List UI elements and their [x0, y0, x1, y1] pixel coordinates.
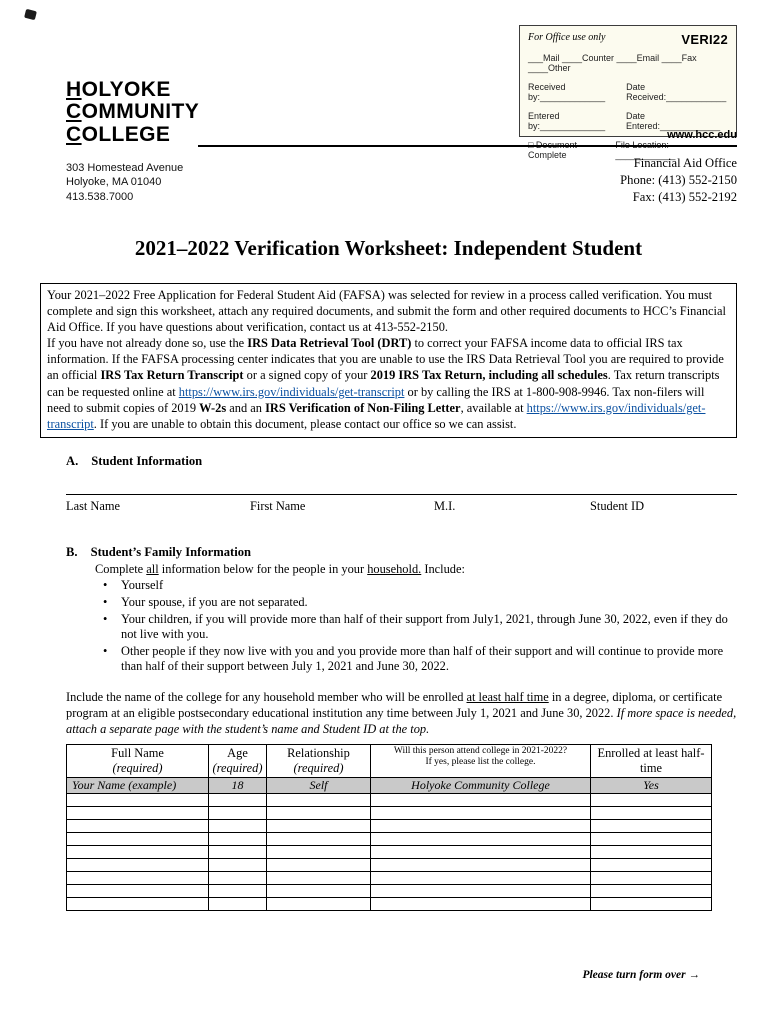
household-blank-cell — [209, 820, 267, 833]
section-b-title: Student’s Family Information — [90, 544, 252, 559]
section-b-heading — [66, 545, 737, 560]
household-table — [66, 744, 712, 911]
household-blank-row — [67, 859, 712, 872]
household-blank-cell — [371, 794, 591, 807]
household-blank-cell — [267, 859, 371, 872]
household-blank-cell — [67, 846, 209, 859]
list-item: • Other people if they now live with you and you provide more than half of their support and will continue to provide more than half of their support between July 1, 2021 and June 30, 2022. — [100, 644, 737, 675]
office-use-box — [519, 25, 737, 160]
household-blank-cell — [67, 794, 209, 807]
col-header-enrolled: Enrolled at least half-time — [591, 745, 712, 778]
household-blank-cell — [267, 794, 371, 807]
col-header-college: Will this person attend college in 2021-2022? If yes, please list the college. — [371, 745, 591, 778]
student-info-write-line — [66, 471, 737, 495]
financial-aid-contact — [620, 155, 737, 206]
section-b-letter: B. — [66, 544, 78, 559]
contact-phone: Phone: (413) 552-2150 — [620, 173, 737, 187]
col-header-relationship: Relationship (required) — [267, 745, 371, 778]
office-file-location: File Location: ____________ — [615, 140, 676, 160]
household-blank-cell — [209, 833, 267, 846]
household-blank-cell — [591, 807, 712, 820]
label-middle-initial: M.I. — [434, 498, 456, 513]
household-blank-cell — [209, 859, 267, 872]
turn-form-over-note: Please turn form over → — [582, 969, 700, 981]
logo-line-college: COLLEGE — [66, 122, 171, 146]
household-blank-cell — [591, 859, 712, 872]
household-blank-cell — [371, 833, 591, 846]
household-blank-cell — [371, 807, 591, 820]
contact-office: Financial Aid Office — [633, 156, 737, 170]
contact-fax: Fax: (413) 552-2192 — [632, 190, 737, 204]
household-blank-cell — [267, 807, 371, 820]
example-relationship: Self — [267, 778, 371, 794]
address-street: 303 Homestead Avenue — [66, 162, 184, 174]
household-blank-cell — [267, 820, 371, 833]
household-blank-cell — [67, 820, 209, 833]
office-use-label: For Office use only — [528, 32, 606, 43]
household-blank-cell — [591, 885, 712, 898]
household-blank-cell — [67, 898, 209, 911]
logo-line-holyoke: HOLYOKE — [66, 78, 171, 101]
example-name: Your Name (example) — [67, 778, 209, 794]
section-b-body — [95, 562, 737, 675]
household-blank-cell — [209, 885, 267, 898]
col-header-full-name: Full Name (required) — [67, 745, 209, 778]
household-blank-row — [67, 885, 712, 898]
logo-line-community: COMMUNITY — [66, 100, 200, 124]
household-blank-cell — [209, 872, 267, 885]
irs-get-transcript-link[interactable]: https://www.irs.gov/individuals/get-transcript — [178, 384, 405, 399]
list-item: • Your spouse, if you are not separated. — [100, 595, 737, 611]
household-blank-cell — [371, 820, 591, 833]
address-phone: 413.538.7000 — [66, 190, 134, 203]
household-blank-cell — [209, 807, 267, 820]
example-college: Holyoke Community College — [371, 778, 591, 794]
household-blank-cell — [371, 885, 591, 898]
household-blank-cell — [67, 807, 209, 820]
scan-artifact — [24, 9, 37, 20]
student-info-labels — [66, 497, 737, 515]
college-website: www.hcc.edu — [667, 129, 737, 141]
list-item: • Yourself — [100, 578, 737, 594]
form-body — [40, 230, 737, 911]
col-header-age: Age (required) — [209, 745, 267, 778]
example-enrolled: Yes — [591, 778, 712, 794]
household-blank-cell — [67, 833, 209, 846]
office-entered-by: Entered by:_____________ — [528, 111, 606, 131]
example-age: 18 — [209, 778, 267, 794]
intro-paragraph-1: Your 2021–2022 Free Application for Federal Student Aid (FAFSA) was selected for review in a process called verification. You must complete and sign this worksheet, attach any required documents, and submit the form and other required documents to HCC’s Financial Aid Office. If you have questions about verification, contact us at 413-552-2150. — [47, 288, 726, 335]
section-family-information — [66, 545, 737, 675]
label-first-name: First Name — [250, 498, 306, 513]
list-item: • Your children, if you will provide more than half of their support from July1, 2021, through June 30, 2022, even if they do not live with you. — [100, 612, 737, 643]
household-blank-cell — [267, 846, 371, 859]
household-member-list — [95, 578, 737, 675]
household-blank-cell — [371, 898, 591, 911]
irs-get-transcript-link-2[interactable]: https://www.irs.gov/individuals/get-transcript — [47, 400, 706, 431]
address-city: Holyoke, MA 01040 — [66, 176, 162, 189]
household-blank-cell — [371, 872, 591, 885]
household-header-row — [67, 745, 712, 778]
intro-paragraph-2: If you have not already done so, use the IRS Data Retrieval Tool (DRT) to correct your FAFSA income data to official IRS tax information. If the FAFSA processing center indicates that you are unable to use the IRS Data Retrieval Tool you are required to provide an official IRS Tax Return Transcript or a signed copy of your 2019 IRS Tax Return, including all schedules. Tax return transcripts can be requested online at https://www.irs.gov/individuals/get-transcript or by calling the IRS at 1-800-908-9946. Tax non-filers will need to submit copies of 2019 W-2s and an IRS Verification of Non-Filing Letter, available at https://www.irs.gov/individuals/get-transcript. If you are unable to obtain this document, please contact our office so we can assist. — [47, 336, 724, 431]
verification-intro-box — [40, 283, 737, 438]
office-received-by: Received by:_____________ — [528, 82, 606, 102]
office-intake-channels: ___Mail ____Counter ____Email ____Fax ____Other — [528, 53, 697, 73]
college-enrollment-paragraph: Include the name of the college for any household member who will be enrolled at least half time in a degree, diploma, or certificate program at an eligible postsecondary educational institution any time between July 1, 2021 and June 30, 2022. If more space is needed, attach a separate page with the student’s name and Student ID at the top. — [66, 690, 737, 736]
header-rule — [198, 145, 737, 147]
section-a-title: Student Information — [91, 453, 203, 468]
household-blank-row — [67, 846, 712, 859]
household-blank-cell — [591, 872, 712, 885]
household-blank-cell — [371, 859, 591, 872]
household-blank-cell — [267, 885, 371, 898]
section-a-letter: A. — [66, 453, 79, 468]
label-last-name: Last Name — [66, 498, 121, 513]
office-date-entered: Date Entered:____________ — [626, 111, 721, 131]
household-blank-cell — [209, 898, 267, 911]
household-blank-cell — [67, 859, 209, 872]
household-blank-cell — [591, 846, 712, 859]
household-blank-cell — [267, 833, 371, 846]
label-student-id: Student ID — [590, 498, 645, 513]
household-blank-cell — [209, 846, 267, 859]
household-blank-row — [67, 807, 712, 820]
household-blank-row — [67, 872, 712, 885]
household-blank-row — [67, 820, 712, 833]
college-logo — [66, 79, 199, 146]
household-blank-cell — [591, 898, 712, 911]
household-blank-cell — [591, 833, 712, 846]
college-address — [66, 161, 183, 204]
household-blank-cell — [209, 794, 267, 807]
household-table-body — [67, 778, 712, 911]
section-a-heading — [66, 454, 737, 469]
household-blank-cell — [371, 846, 591, 859]
household-example-row — [67, 778, 712, 794]
household-blank-cell — [67, 885, 209, 898]
form-code: VERI22 — [681, 32, 728, 47]
section-student-information — [66, 454, 737, 515]
household-blank-cell — [267, 872, 371, 885]
household-blank-cell — [267, 898, 371, 911]
office-date-received: Date Received:____________ — [626, 82, 727, 102]
page-title: 2021–2022 Verification Worksheet: Independent Student — [134, 236, 643, 260]
household-blank-cell — [591, 794, 712, 807]
household-blank-cell — [67, 872, 209, 885]
household-blank-row — [67, 898, 712, 911]
household-blank-row — [67, 833, 712, 846]
household-blank-cell — [591, 820, 712, 833]
household-blank-row — [67, 794, 712, 807]
household-instructions: Complete all information below for the people in your household. Include: — [95, 561, 465, 576]
office-document-complete-checkbox: □ Document Complete — [528, 140, 577, 160]
